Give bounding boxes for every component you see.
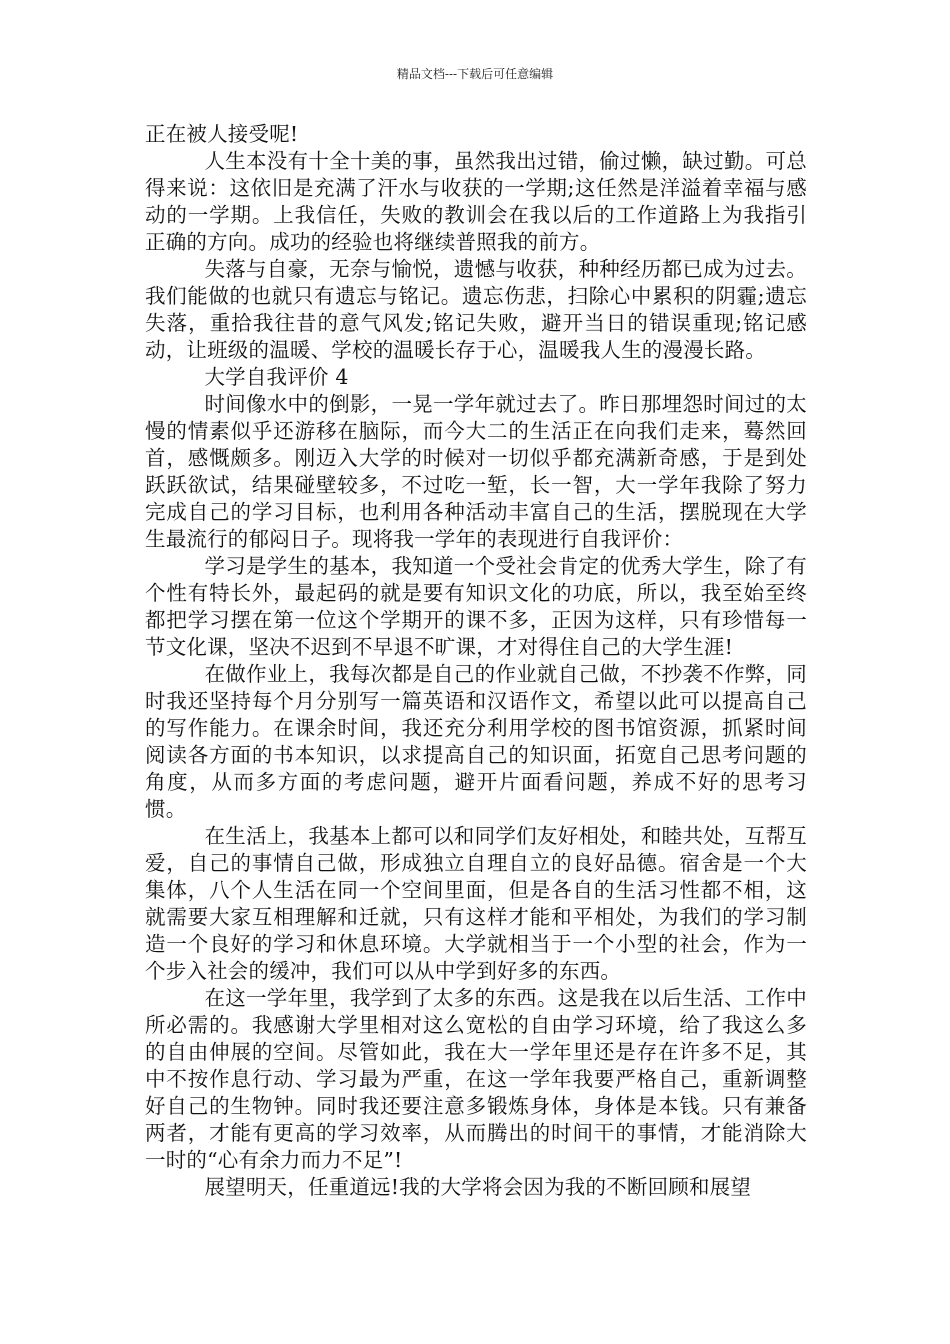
section-heading: 大学自我评价 4: [204, 365, 349, 389]
paragraph: 在这一学年里，我学到了太多的东西。这是我在以后生活、工作中所必需的。我感谢大学里相对这么宽松的自由学习环境，给了我这么多的自由伸展的空间。尽管如此，我在大一学年里还是存在许多不足，其中不按作息行动、学习最为严重，在这一学年我要严格自己，重新调整好自己的生物钟。同时我还要注意多锻炼身体，身体是本钱。只有兼备两者，才能有更高的学习效率，从而腾出的时间干的事情，才能消除大一时的“心有余力而力不足”!: [145, 986, 807, 1172]
paragraph: 学习是学生的基本，我知道一个受社会肯定的优秀大学生，除了有个性有特长外，最起码的就是要有知识文化的功底，所以，我至始至终都把学习摆在第一位这个学期开的课不多，正因为这样，只有珍惜每一节文化课，坚决不迟到不早退不旷课，才对得住自己的大学生涯!: [145, 554, 807, 659]
page-header: 精品文档---下载后可任意编辑: [396, 67, 554, 81]
paragraph: 失落与自豪，无奈与愉悦，遗憾与收获，种种经历都已成为过去。我们能做的也就只有遗忘与铭记。遗忘伤悲，扫除心中累积的阴霾;遗忘失落，重拾我往昔的意气风发;铭记失败，避开当日的错误重现;铭记感动，让班级的温暖、学校的温暖长存于心，温暖我人生的漫漫长路。: [145, 257, 807, 362]
paragraph: 展望明天，任重道远!我的大学将会因为我的不断回顾和展望: [204, 1175, 752, 1199]
paragraph: 在做作业上，我每次都是自己的作业就自己做，不抄袭不作弊，同时我还坚持每个月分别写一篇英语和汉语作文，希望以此可以提高自己的写作能力。在课余时间，我还充分利用学校的图书馆资源，抓紧时间阅读各方面的书本知识，以求提高自己的知识面，拓宽自己思考问题的角度，从而多方面的考虑问题，避开片面看问题，养成不好的思考习惯。: [145, 662, 807, 821]
document-body: [145, 121, 807, 1201]
paragraph: 时间像水中的倒影，一晃一学年就过去了。昨日那埋怨时间过的太慢的情素似乎还游移在脑际，而今大二的生活正在向我们走来，蓦然回首，感慨颇多。刚迈入大学的时候对一切似乎都充满新奇感，于是到处跃跃欲试，结果碰壁较多，不过吃一堑，长一智，大一学年我除了努力完成自己的学习目标，也利用各种活动丰富自己的生活，摆脱现在大学生最流行的郁闷日子。现将我一学年的表现进行自我评价：: [145, 392, 807, 551]
paragraph: 在生活上，我基本上都可以和同学们友好相处，和睦共处，互帮互爱，自己的事情自己做，形成独立自理自立的良好品德。宿舍是一个大集体，八个人生活在同一个空间里面，但是各自的生活习性都不相，这就需要大家互相理解和迁就，只有这样才能和平相处，为我们的学习制造一个良好的学习和休息环境。大学就相当于一个小型的社会，作为一个步入社会的缓冲，我们可以从中学到好多的东西。: [145, 824, 807, 983]
paragraph: 人生本没有十全十美的事，虽然我出过错，偷过懒，缺过勤。可总得来说：这依旧是充满了汗水与收获的一学期;这任然是洋溢着幸福与感动的一学期。上我信任，失败的教训会在我以后的工作道路上为我指引正确的方向。成功的经验也将继续普照我的前方。: [145, 149, 807, 254]
paragraph-continuation: 正在被人接受呢!: [145, 122, 299, 146]
